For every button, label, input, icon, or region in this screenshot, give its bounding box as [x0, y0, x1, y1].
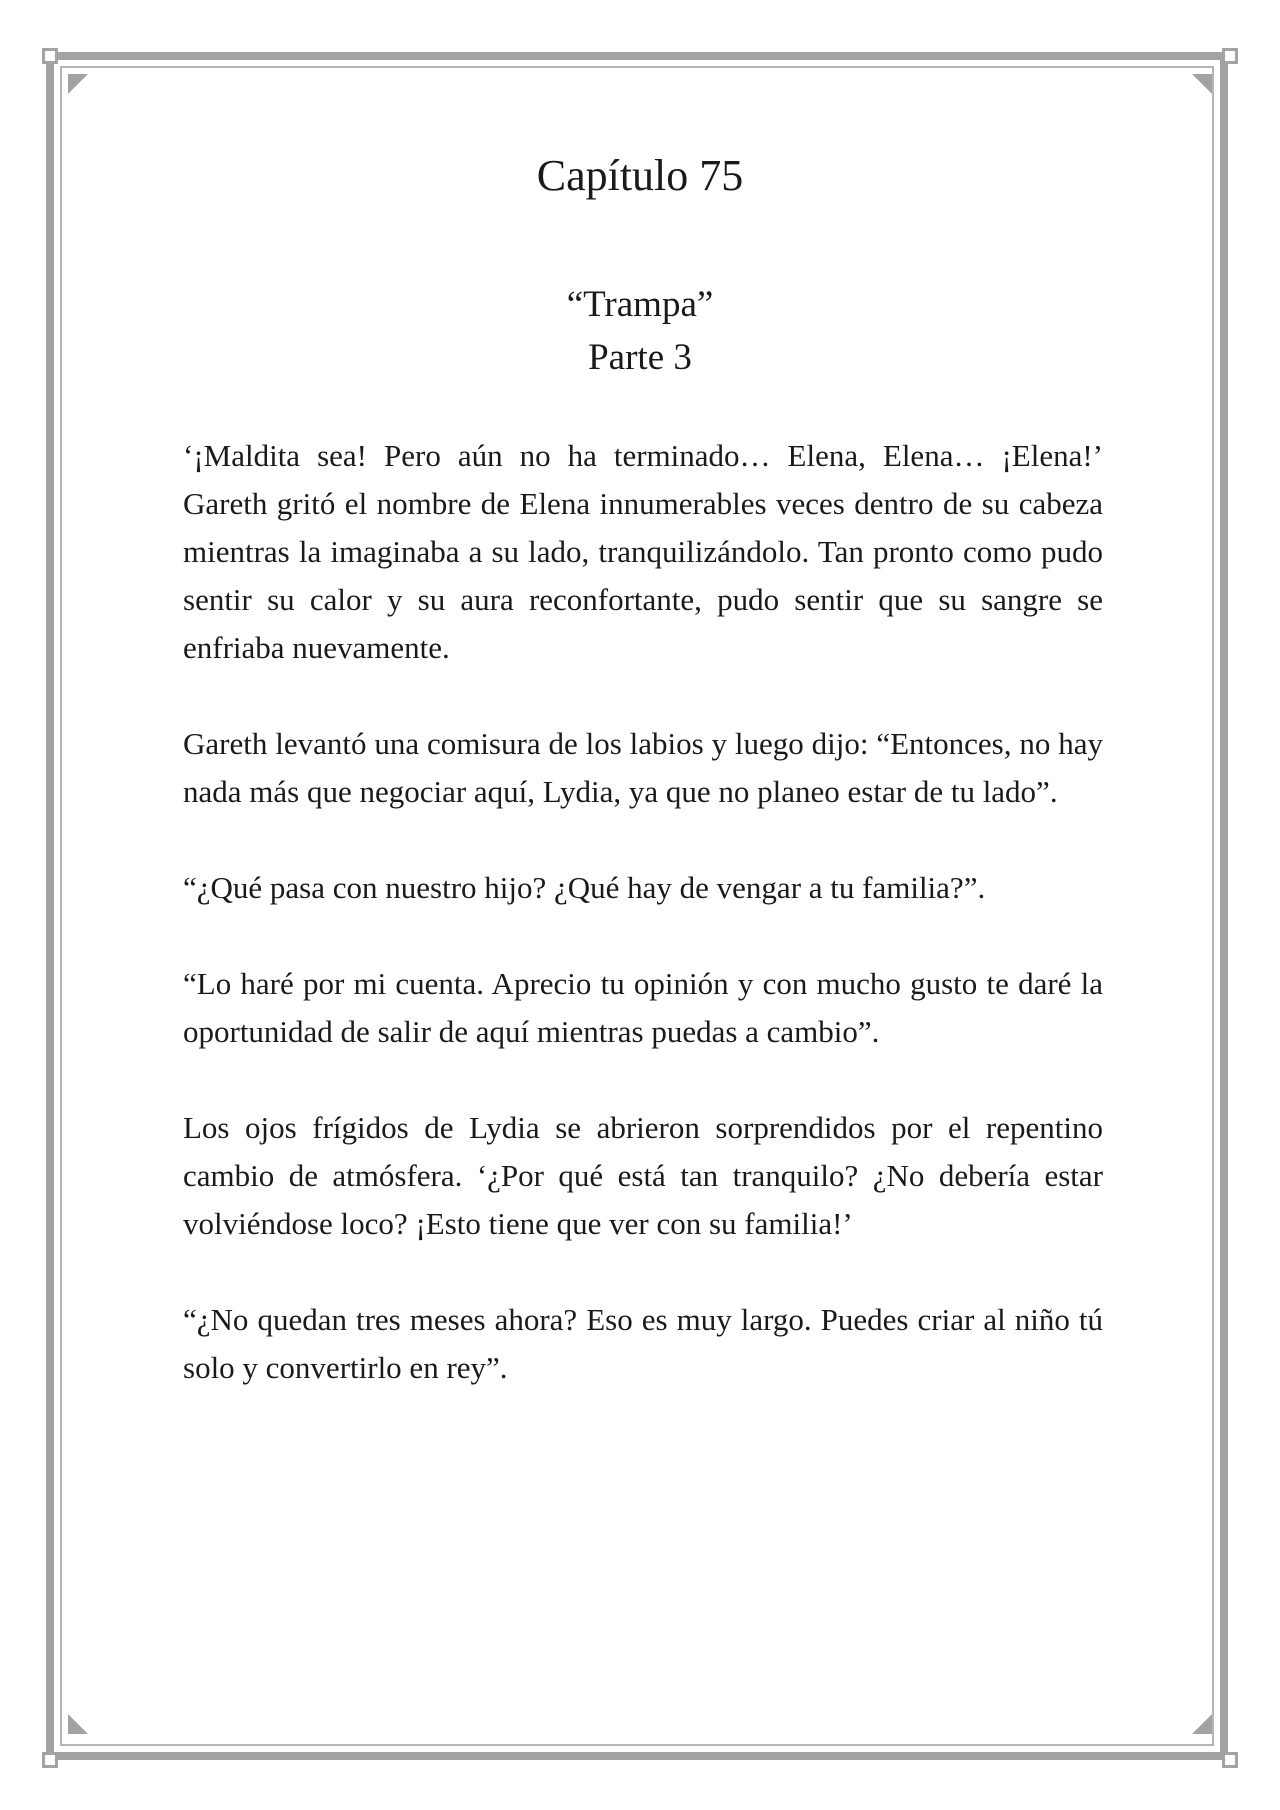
paragraph-2: Gareth levantó una comisura de los labios y luego dijo: “Entonces, no hay nada más que negociar aquí, Lydia, ya que no planeo estar de tu lado”. — [183, 726, 1103, 809]
corner-ornament-top-right — [1222, 48, 1238, 64]
paragraph-1: ‘¡Maldita sea! Pero aún no ha terminado… Elena, Elena… ¡Elena!’ Gareth gritó el nombre de Elena innumerables veces dentro de su cabeza mientras la imaginaba a su lado, tranquilizándolo. Tan pronto como pudo sentir su calor y su aura reconfortante, pudo sentir que su sangre se enfriaba nuevamente. — [183, 438, 1103, 665]
chapter-title: Capítulo 75 — [536, 151, 744, 200]
paragraph-4: “Lo haré por mi cuenta. Aprecio tu opinión y con mucho gusto te daré la oportunidad de salir de aquí mientras puedas a cambio”. — [183, 966, 1103, 1049]
corner-ornament-top-left — [42, 48, 58, 64]
subtitle-name: “Trampa” — [566, 284, 714, 325]
corner-triangle-bottom-left — [68, 1714, 88, 1734]
chapter-subtitle — [0, 278, 1280, 384]
paragraph-5: Los ojos frígidos de Lydia se abrieron sorprendidos por el repentino cambio de atmósfera. ‘¿Por qué está tan tranquilo? ¿No debería estar volviéndose loco? ¡Esto tiene que ver con su familia!’ — [183, 1110, 1103, 1241]
paragraph-3: “¿Qué pasa con nuestro hijo? ¿Qué hay de vengar a tu familia?”. — [183, 870, 986, 905]
corner-triangle-top-left — [68, 74, 88, 94]
chapter-body — [183, 432, 1103, 1440]
corner-ornament-bottom-right — [1222, 1752, 1238, 1768]
corner-triangle-top-right — [1192, 74, 1212, 94]
paragraph-6: “¿No quedan tres meses ahora? Eso es muy largo. Puedes criar al niño tú solo y convertirlo en rey”. — [183, 1302, 1103, 1385]
corner-ornament-bottom-left — [42, 1752, 58, 1768]
corner-triangle-bottom-right — [1192, 1714, 1212, 1734]
subtitle-part: Parte 3 — [588, 337, 692, 378]
